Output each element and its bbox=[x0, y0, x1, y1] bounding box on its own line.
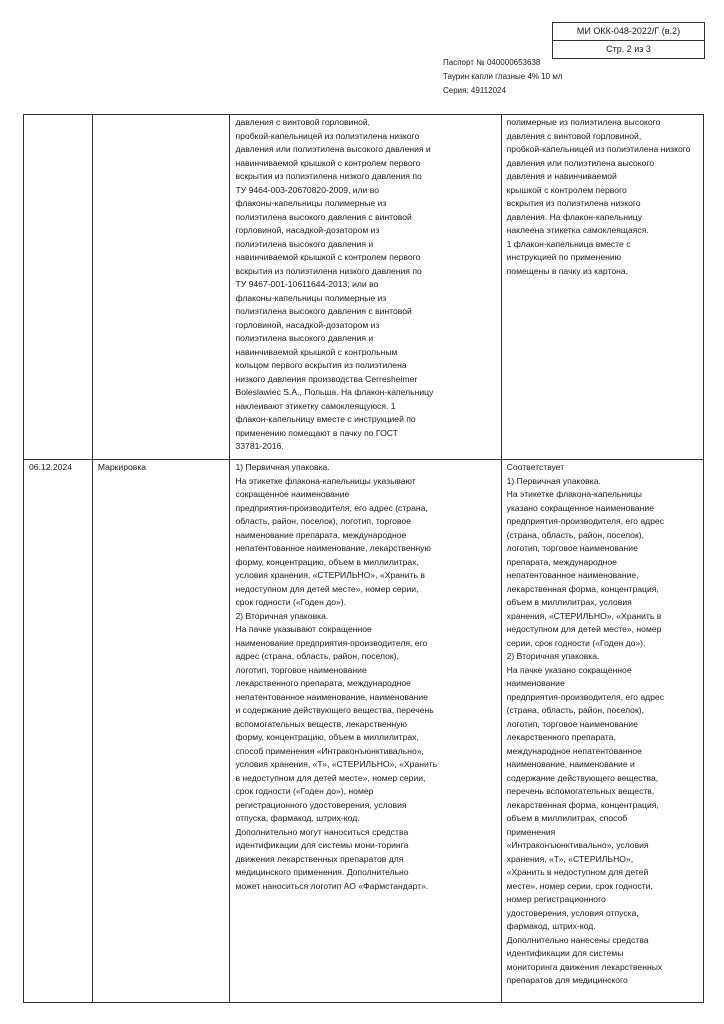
text-line: наклеивают этикетку самоклеящуюся. 1 bbox=[235, 400, 396, 411]
text-line: наименование препарата, международное bbox=[235, 529, 407, 540]
requirement-cell bbox=[230, 115, 501, 460]
text-line: полиэтилена высокого давления с винтовой bbox=[235, 306, 412, 316]
text-line: давления с винтовой горловиной, bbox=[506, 130, 642, 141]
text-line: международное непатентованное bbox=[506, 745, 642, 756]
text-line: условия хранения, «СТЕРИЛЬНО», «Хранить в bbox=[235, 570, 425, 580]
text-line: «Хранить в недоступном для детей bbox=[506, 867, 649, 877]
text-line: Boleslawiec S.A., Польша. На флакон-капельницу bbox=[235, 387, 434, 397]
text-line: полиэтилена высокого давления и bbox=[235, 238, 374, 249]
text-line: недоступном для детей месте», номер серии, bbox=[235, 583, 419, 594]
text-line: предприятия-производителя, его адрес bbox=[506, 516, 664, 526]
product-name: Таурин капли глазные 4% 10 мл bbox=[443, 72, 563, 81]
text-line: логотип, торговое наименование bbox=[235, 664, 367, 675]
text-line: 1) Первичная упаковка. bbox=[235, 462, 330, 472]
text-line: идентификации для системы bbox=[506, 948, 624, 958]
text-line: фармакод, штрих-код. bbox=[506, 921, 596, 931]
text-line: недоступном для детей месте», номер bbox=[506, 624, 662, 634]
text-line: 1) Первичная упаковка. bbox=[506, 475, 601, 486]
text-line: применения bbox=[506, 826, 556, 837]
text-line: полиэтилена высокого давления с винтовой bbox=[235, 211, 412, 222]
text-line: хранения, «СТЕРИЛЬНО», «Хранить в bbox=[506, 610, 662, 621]
text-line: ТУ 9464-003-20670820-2009, или во bbox=[235, 184, 380, 195]
text-line: препаратов для медицинского bbox=[506, 975, 628, 985]
text-line: На пачке указывают сокращенное bbox=[235, 624, 372, 634]
text-line: 2) Вторичная упаковка. bbox=[506, 651, 600, 661]
text-line: может наноситься логотип АО «Фармстандарт». bbox=[235, 880, 429, 891]
text-line: флаконы-капельницы полимерные из bbox=[235, 292, 387, 303]
text-line: «Интраконъюнктивально», условия bbox=[506, 840, 649, 850]
text-line: идентификации для системы мони-торинга bbox=[235, 840, 409, 850]
text-line: непатентованное наименование, bbox=[506, 570, 639, 580]
text-line: давления. На флакон-капельницу bbox=[506, 211, 642, 222]
result-cell bbox=[501, 115, 703, 460]
text-line: горловиной, насадкой-дозатором из bbox=[235, 225, 380, 235]
text-line: 1 флакон-капельница вместе с bbox=[506, 238, 631, 249]
text-line: кольцом первого вскрытия из полиэтилена bbox=[235, 360, 407, 370]
date-cell bbox=[24, 115, 93, 460]
table-row bbox=[24, 460, 704, 1003]
text-line: Соответствует bbox=[506, 462, 565, 472]
text-line: давления или полиэтилена высокого bbox=[506, 157, 655, 168]
text-line: лекарственного препарата, международное bbox=[235, 678, 411, 688]
text-line: флаконы-капельницы полимерные из bbox=[235, 198, 387, 208]
test-name-cell bbox=[92, 115, 230, 460]
text-line: пробкой-капельницей из полиэтилена низкого bbox=[235, 130, 420, 141]
requirement-cell bbox=[230, 460, 501, 1003]
text-line: низкого давления производства Cerresheimer bbox=[235, 373, 418, 384]
text-line: форму, концентрацию, объем в миллилитрах, bbox=[235, 732, 419, 742]
text-line: номер регистрационного bbox=[506, 894, 606, 904]
text-line: На этикетке флакона-капельницы указывают bbox=[235, 475, 416, 486]
text-line: лекарственная форма, концентрация, bbox=[506, 799, 659, 810]
text-line: давления или полиэтилена высокого давления и bbox=[235, 144, 431, 154]
text-line: давления с винтовой горловиной, bbox=[235, 117, 371, 127]
text-line: отпуска, фармакод, штрих-код. bbox=[235, 813, 360, 823]
text-line: логотип, торговое наименование bbox=[506, 543, 638, 553]
text-line: сокращенное наименование bbox=[235, 489, 350, 499]
text-line: помещены в пачку из картона. bbox=[506, 265, 629, 276]
text-line: вскрытия из полиэтилена низкого давления по bbox=[235, 171, 422, 181]
text-line: мониторинга движения лекарственных bbox=[506, 961, 663, 972]
text-line: вскрытия из полиэтилена низкого bbox=[506, 198, 641, 208]
text-line: навинчиваемой крышкой с контролем первого bbox=[235, 252, 421, 262]
text-line: 2) Вторичная упаковка. bbox=[235, 610, 329, 621]
document-code-box bbox=[552, 22, 705, 59]
text-line: (страна, область, район, поселок), bbox=[506, 529, 644, 540]
text-line: навинчиваемой крышкой с контрольным bbox=[235, 346, 398, 357]
text-line: флакон-капельницу вместе с инструкцией по bbox=[235, 414, 416, 424]
text-line: непатентованное наименование, лекарственную bbox=[235, 543, 431, 553]
text-line: пробкой-капельницей из полиэтилена низкого bbox=[506, 144, 691, 154]
text-line: ТУ 9467-001-10611644-2013; или во bbox=[235, 279, 379, 289]
passport-number: Паспорт № 040000653638 bbox=[443, 58, 541, 67]
series-number: Серия: 49112024 bbox=[443, 86, 506, 95]
text-line: давления и навинчиваемой bbox=[506, 171, 617, 181]
text-line: Дополнительно нанесены средства bbox=[506, 934, 649, 945]
passport-header bbox=[443, 56, 563, 98]
text-line: объем в миллилитрах, условия bbox=[506, 597, 632, 607]
text-line: в недоступном для детей месте», номер серии, bbox=[235, 772, 426, 783]
text-line: полимерные из полиэтилена высокого bbox=[506, 117, 661, 127]
text-line: объем в миллилитрах, способ bbox=[506, 813, 628, 823]
text-line: регистрационного удостоверения, условия bbox=[235, 799, 407, 810]
text-line: Дополнительно могут наноситься средства bbox=[235, 826, 409, 837]
text-line: вспомогательных веществ, лекарственную bbox=[235, 718, 407, 729]
table-row bbox=[24, 115, 704, 460]
text-line: движения лекарственных препаратов для bbox=[235, 853, 404, 864]
test-results-table bbox=[23, 114, 704, 1003]
text-line: (страна, область, район, поселок), bbox=[506, 705, 644, 715]
text-line: применению помещают в пачку по ГОСТ bbox=[235, 427, 398, 438]
text-line: наименование предприятия-производителя, его bbox=[235, 637, 428, 648]
text-line: адрес (страна, область, район, поселок), bbox=[235, 651, 399, 661]
text-line: медицинского применения. Дополнительно bbox=[235, 867, 409, 877]
text-line: условия хранения, «Т», «СТЕРИЛЬНО», «Хранить bbox=[235, 759, 438, 769]
text-line: перечень вспомогательных веществ, bbox=[506, 786, 655, 796]
date-cell: 06.12.2024 bbox=[24, 460, 93, 1003]
text-line: срок годности («Годен до»). bbox=[235, 597, 347, 607]
text-line: лекарственная форма, концентрация, bbox=[506, 583, 659, 594]
page-number: Стр. 2 из 3 bbox=[553, 40, 704, 58]
text-line: 33781-2016. bbox=[235, 441, 284, 451]
text-line: инструкцией по применению bbox=[506, 252, 622, 262]
text-line: крышкой с контролем первого bbox=[506, 184, 627, 195]
text-line: полиэтилена высокого давления и bbox=[235, 333, 374, 343]
text-line: указано сокращенное наименование bbox=[506, 502, 654, 513]
text-line: срок годности («Годен до»), номер bbox=[235, 786, 374, 796]
text-line: На этикетке флакона-капельницы bbox=[506, 489, 642, 499]
result-cell bbox=[501, 460, 703, 1003]
test-name-cell: Маркировка bbox=[92, 460, 230, 1003]
text-line: область, район, поселок), логотип, торговое bbox=[235, 516, 411, 526]
text-line: наименование bbox=[506, 678, 565, 688]
text-line: содержание действующего вещества, bbox=[506, 772, 659, 783]
text-line: предприятия-производителя, его адрес bbox=[506, 691, 664, 702]
text-line: форму, концентрацию, объем в миллилитрах, bbox=[235, 556, 419, 567]
text-line: навинчиваемой крышкой с контролем первого bbox=[235, 157, 421, 168]
text-line: препарата, международное bbox=[506, 556, 617, 567]
text-line: лекарственного препарата, bbox=[506, 732, 616, 742]
text-line: вскрытия из полиэтилена низкого давления по bbox=[235, 265, 422, 276]
text-line: наименование, наименование и bbox=[506, 759, 635, 769]
text-line: серии, срок годности («Годен до»). bbox=[506, 637, 646, 648]
text-line: логотип, торговое наименование bbox=[506, 718, 638, 729]
text-line: хранения, «Т», «СТЕРИЛЬНО», bbox=[506, 853, 634, 864]
text-line: и содержание действующего вещества, перечень bbox=[235, 705, 434, 715]
text-line: способ применения «Интраконъюнктивально», bbox=[235, 745, 424, 756]
text-line: удостоверения, условия отпуска, bbox=[506, 907, 639, 918]
text-line: наклеена этикетка самоклеящаяся. bbox=[506, 225, 649, 235]
text-line: месте», номер серии, срок годности, bbox=[506, 880, 653, 891]
text-line: На пачке указано сокращенное bbox=[506, 664, 632, 675]
text-line: предприятия-производителя, его адрес (страна, bbox=[235, 502, 428, 513]
text-line: непатентованное наименование, наименование bbox=[235, 691, 428, 702]
text-line: горловиной, насадкой-дозатором из bbox=[235, 319, 380, 330]
document-code: МИ ОКК-048-2022/Г (в.2) bbox=[576, 26, 681, 36]
